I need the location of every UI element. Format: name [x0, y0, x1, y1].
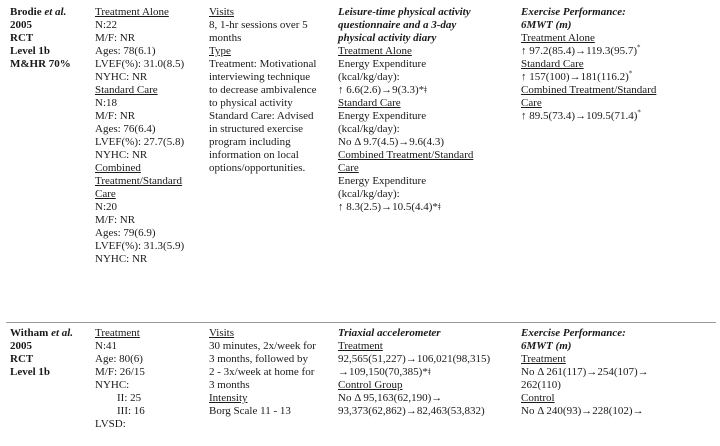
activity-line: Energy Expenditure: [338, 58, 427, 70]
group-title: Standard Care: [95, 84, 158, 96]
visits-title: Visits: [209, 327, 235, 339]
group-title: Treatment Alone: [521, 32, 595, 44]
activity-line: (kcal/kg/day):: [338, 188, 400, 200]
participant-line: N:22: [95, 19, 117, 31]
activity-cell-witham: [338, 327, 518, 418]
group-title: Standard Care: [521, 58, 584, 70]
performance-cell-witham: [521, 327, 716, 418]
activity-line: (kcal/kg/day):: [338, 71, 400, 83]
activity-header: physical activity diary: [338, 32, 437, 44]
performance-value: ↑ 157(100)→181(116.2)*: [521, 69, 633, 83]
study-design: RCT: [10, 353, 34, 365]
activity-cell-brodie: [338, 6, 518, 214]
participant-line: LVEF(%): 27.7(5.8): [95, 136, 185, 148]
study-year: 2005: [10, 19, 32, 31]
row-divider: [6, 322, 716, 323]
performance-value: No Δ 261(117)→254(107)→: [521, 366, 649, 378]
group-title: Treatment: [95, 327, 140, 339]
activity-line: Energy Expenditure: [338, 110, 427, 122]
group-title: Control: [521, 392, 555, 404]
participant-line: LVEF(%): 31.3(5.9): [95, 240, 185, 252]
group-title: Care: [338, 162, 359, 174]
intervention-line: interviewing technique: [209, 71, 311, 83]
group-title: Treatment/Standard: [95, 175, 182, 187]
intervention-line: 2 - 3x/week at home for: [209, 366, 315, 378]
study-year: 2005: [10, 340, 32, 352]
study-name: Witham et al.: [10, 327, 74, 339]
group-title: Treatment: [521, 353, 566, 365]
type-title: Type: [209, 45, 231, 57]
participant-line: Ages: 79(6.9): [95, 227, 156, 239]
intervention-line: options/opportunities.: [209, 162, 306, 174]
intervention-line: 3 months, followed by: [209, 353, 308, 365]
participants-cell-witham: [95, 327, 205, 431]
performance-cell-brodie: [521, 6, 716, 123]
group-title: Combined Treatment/Standard: [521, 84, 657, 96]
performance-sub: 6MWT (m): [521, 340, 572, 352]
participant-line: LVSD:: [95, 418, 126, 430]
activity-header: Triaxial accelerometer: [338, 327, 441, 339]
participant-line: M/F: NR: [95, 32, 136, 44]
intervention-cell-witham: [209, 327, 331, 418]
activity-header: Leisure-time physical activity: [338, 6, 471, 18]
group-title: Control Group: [338, 379, 403, 391]
intervention-line: Treatment: Motivational: [209, 58, 317, 70]
participant-line: N:41: [95, 340, 117, 352]
group-title: Care: [521, 97, 542, 109]
group-title: Treatment: [338, 340, 383, 352]
intervention-cell-brodie: [209, 6, 331, 175]
activity-line: No Δ 9.7(4.5)→9.6(4.3): [338, 136, 445, 148]
participant-line: M/F: NR: [95, 110, 136, 122]
study-cell-witham: [10, 327, 80, 379]
participant-line: N:20: [95, 201, 117, 213]
study-level: Level 1b: [10, 45, 51, 57]
intervention-line: program including: [209, 136, 291, 148]
intervention-line: 3 months: [209, 379, 250, 391]
intervention-line: to decrease ambivalence: [209, 84, 317, 96]
intervention-line: months: [209, 32, 242, 44]
participant-line: NYHC: NR: [95, 149, 148, 161]
activity-line: ↑ 6.6(2.6)→9(3.3)*ǂ: [338, 84, 427, 96]
intervention-line: Standard Care: Advised: [209, 110, 314, 122]
participant-line: M/F: NR: [95, 214, 136, 226]
participant-line: NYHC:: [95, 379, 130, 391]
performance-value: 262(110): [521, 379, 561, 391]
activity-line: →109,150(70,385)*ǂ: [338, 366, 431, 378]
group-title: Combined: [95, 162, 141, 174]
participant-line: Ages: 76(6.4): [95, 123, 156, 135]
group-title: Treatment Alone: [338, 45, 412, 57]
participant-line: II: 25: [117, 392, 142, 404]
participant-line: NYHC: NR: [95, 253, 148, 265]
performance-value: ↑ 97.2(85.4)→119.3(95.7)*: [521, 43, 641, 57]
participant-line: Age: 80(6): [95, 353, 143, 365]
intensity-title: Intensity: [209, 392, 248, 404]
group-title: Treatment Alone: [95, 6, 169, 18]
activity-line: 92,565(51,227)→106,021(98,315): [338, 353, 491, 365]
participant-line: III: 16: [117, 405, 145, 417]
performance-value: No Δ 240(93)→228(102)→: [521, 405, 644, 417]
study-name: Brodie et al.: [10, 6, 67, 18]
intervention-line: in structured exercise: [209, 123, 304, 135]
group-title: Standard Care: [338, 97, 401, 109]
performance-header: Exercise Performance:: [521, 327, 626, 339]
intervention-line: to physical activity: [209, 97, 293, 109]
performance-sub: 6MWT (m): [521, 19, 572, 31]
intervention-line: Borg Scale 11 - 13: [209, 405, 291, 417]
intervention-line: 30 minutes, 2x/week for: [209, 340, 316, 352]
activity-line: Energy Expenditure: [338, 175, 427, 187]
intervention-line: information on local: [209, 149, 299, 161]
participant-line: N:18: [95, 97, 117, 109]
activity-line: No Δ 95,163(62,190)→: [338, 392, 443, 404]
activity-line: (kcal/kg/day):: [338, 123, 400, 135]
study-design: RCT: [10, 32, 34, 44]
study-cell-brodie: [10, 6, 80, 71]
performance-value: ↑ 89.5(73.4)→109.5(71.4)*: [521, 108, 641, 122]
performance-header: Exercise Performance:: [521, 6, 626, 18]
participant-line: LVEF(%): 31.0(8.5): [95, 58, 185, 70]
visits-title: Visits: [209, 6, 235, 18]
group-title: Care: [95, 188, 116, 200]
activity-header: questionnaire and a 3-day: [338, 19, 457, 31]
activity-line: 93,373(62,862)→82,463(53,832): [338, 405, 485, 417]
intervention-line: 8, 1-hr sessions over 5: [209, 19, 308, 31]
participant-line: Ages: 78(6.1): [95, 45, 156, 57]
study-quality: M&HR 70%: [10, 58, 71, 70]
participant-line: NYHC: NR: [95, 71, 148, 83]
participant-line: M/F: 26/15: [95, 366, 145, 378]
group-title: Combined Treatment/Standard: [338, 149, 474, 161]
participants-cell-brodie: [95, 6, 205, 266]
study-level: Level 1b: [10, 366, 51, 378]
activity-line: ↑ 8.3(2.5)→10.5(4.4)*ǂ: [338, 201, 441, 213]
